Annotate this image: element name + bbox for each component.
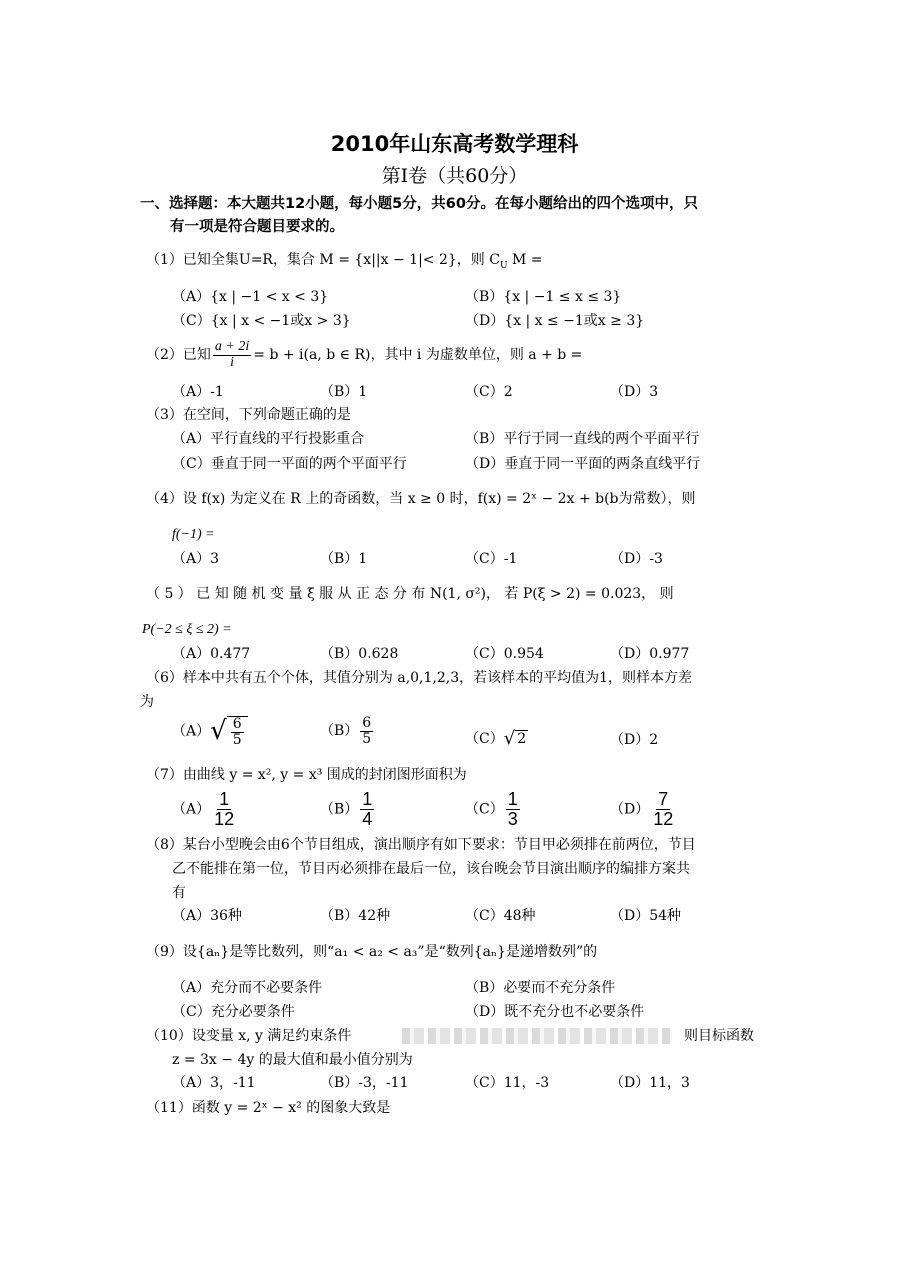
q2-pre: （2）已知 [146, 347, 211, 364]
q6-option-a [172, 716, 248, 747]
q9-option-b: （B）必要而不充分条件 [465, 980, 616, 996]
q7-a-label: （A） [172, 801, 211, 818]
q8-option-a: （A）36种 [172, 908, 242, 924]
q7-c-num: 1 [507, 789, 518, 809]
q6-c-label: （C） [465, 730, 504, 747]
q5-option-d: （D）0.977 [610, 646, 690, 662]
q4-option-d: （D）-3 [610, 551, 663, 567]
q1-stem [146, 252, 543, 272]
section-heading-line2: 有一项是符合题目要求的。 [170, 219, 344, 235]
q6-a-label: （A） [172, 723, 211, 740]
q7-d-num: 7 [658, 789, 669, 809]
q3-option-b: （B）平行于同一直线的两个平面平行 [465, 431, 700, 447]
q7-a-num: 1 [219, 789, 230, 809]
q2-option-b: （B）1 [320, 384, 368, 400]
q3-option-d: （D）垂直于同一平面的两条直线平行 [465, 456, 701, 472]
q7-b-label: （B） [320, 801, 359, 818]
q2-numerator: a + 2i [214, 339, 250, 354]
q6-b-fraction [360, 716, 373, 746]
q10-option-b: （B）-3，-11 [320, 1075, 409, 1091]
q10-tail: 则目标函数 [684, 1028, 754, 1044]
q7-c-fraction [506, 790, 520, 829]
q1-option-a: （A）{x | −1 < x < 3} [172, 289, 329, 305]
q6-c-sqrt [504, 728, 528, 750]
q7-a-fraction [212, 790, 236, 829]
q7-option-d [610, 790, 677, 829]
q6-c-val: 2 [517, 730, 527, 747]
q6-a-sqrt [210, 716, 248, 747]
q7-b-fraction [360, 790, 374, 829]
q8-line1: （8）某台小型晚会由6个节目组成，演出顺序有如下要求：节目甲必须排在前两位，节目 [146, 837, 696, 853]
q10-stem: （10）设变量 x, y 满足约束条件 [146, 1028, 352, 1044]
q6-stem: （6）样本中共有五个个体，其值分别为 a,0,1,2,3，若该样本的平均值为1，则样本方差 [146, 670, 693, 686]
q7-b-num: 1 [362, 789, 373, 809]
q2-option-d: （D）3 [610, 384, 659, 400]
q1-tail: M = [511, 252, 543, 268]
q1-option-d: （D）{x | x ≤ −1或x ≥ 3} [465, 313, 645, 329]
q7-stem: （7）由曲线 y = x², y = x³ 围成的封闭图形面积为 [146, 767, 467, 783]
q3-stem: （3）在空间，下列命题正确的是 [146, 407, 351, 423]
q4-option-b: （B）1 [320, 551, 368, 567]
q4-option-c: （C）-1 [465, 551, 518, 567]
q4-line2: f(−1) = [172, 527, 215, 542]
q11-stem: （11）函数 y = 2ˣ − x² 的图象大致是 [146, 1100, 391, 1116]
q6-a-num: 6 [232, 716, 242, 732]
q10-option-c: （C）11，-3 [465, 1075, 550, 1091]
q6-b-den: 5 [362, 730, 372, 747]
page-title: 2010年山东高考数学理科 [330, 132, 579, 156]
q5-line2: P(−2 ≤ ξ ≤ 2) = [142, 622, 232, 637]
q3-option-a: （A）平行直线的平行投影重合 [172, 431, 365, 447]
q7-option-c [465, 790, 522, 829]
q10-constraints-image [402, 1028, 672, 1045]
q7-c-den: 3 [507, 808, 518, 829]
q2-option-a: （A）-1 [172, 384, 224, 400]
q10-option-d: （D）11，3 [610, 1075, 690, 1091]
q7-d-fraction [651, 790, 675, 829]
q6-a-fraction [231, 717, 244, 747]
q2-post: = b + i(a, b ∈ R)，其中 i 为虚数单位，则 a + b = [253, 347, 583, 364]
q9-option-d: （D）既不充分也不必要条件 [465, 1004, 645, 1020]
q7-option-a [172, 790, 238, 829]
q4-option-a: （A）3 [172, 551, 220, 567]
section-heading-line1: 一、选择题：本大题共12小题，每小题5分，共60分。在每小题给出的四个选项中，只 [140, 196, 698, 212]
q1-option-b: （B）{x | −1 ≤ x ≤ 3} [465, 289, 622, 305]
q3-option-c: （C）垂直于同一平面的两个平面平行 [172, 456, 407, 472]
q9-option-c: （C）充分必要条件 [172, 1004, 295, 1020]
q6-option-c [465, 728, 528, 750]
q10-line2: z = 3x − 4y 的最大值和最小值分别为 [172, 1052, 413, 1068]
q5-option-a: （A）0.477 [172, 646, 251, 662]
q7-a-den: 12 [214, 808, 235, 829]
q6-a-den: 5 [232, 731, 242, 748]
q6-line2: 为 [140, 694, 154, 710]
q2-option-c: （C）2 [465, 384, 513, 400]
q5-stem: （ 5 ） 已 知 随 机 变 量 ξ 服 从 正 态 分 布 N(1, σ²)， 若 P(ξ > 2) = 0.023， 则 [146, 586, 674, 602]
q5-option-b: （B）0.628 [320, 646, 399, 662]
q7-option-b [320, 790, 376, 829]
q5-option-c: （C）0.954 [465, 646, 544, 662]
q9-option-a: （A）充分而不必要条件 [172, 980, 323, 996]
q1-option-c: （C）{x | x < −1或x > 3} [172, 313, 351, 329]
q7-d-label: （D） [610, 801, 650, 818]
radical-icon: √ [210, 716, 227, 747]
q7-b-den: 4 [362, 808, 373, 829]
q2-fraction [213, 340, 251, 370]
q8-line2: 乙不能排在第一位，节目丙必须排在最后一位，该台晚会节目演出顺序的编排方案共 [172, 861, 690, 877]
q6-option-b [320, 716, 375, 746]
q8-line3: 有 [172, 885, 186, 901]
q2-denominator: i [230, 354, 235, 370]
q8-option-c: （C）48种 [465, 908, 536, 924]
page-subtitle: 第Ⅰ卷（共60分） [381, 165, 528, 187]
q8-option-d: （D）54种 [610, 908, 682, 924]
q7-c-label: （C） [465, 801, 504, 818]
q4-stem: （4）设 f(x) 为定义在 R 上的奇函数，当 x ≥ 0 时，f(x) = 2ˣ − 2x + b(b为常数），则 [146, 491, 696, 507]
q1-sub: U [499, 260, 508, 271]
q6-b-num: 6 [362, 715, 372, 731]
radical-icon: √ [503, 728, 516, 749]
q7-d-den: 12 [653, 808, 674, 829]
q2-stem [146, 340, 582, 370]
q10-option-a: （A）3，-11 [172, 1075, 256, 1091]
q1-stem-text: （1）已知全集U=R，集合 M = {x||x − 1|< 2}，则 C [146, 252, 500, 268]
q8-option-b: （B）42种 [320, 908, 391, 924]
q9-stem: （9）设{aₙ}是等比数列，则“a₁ < a₂ < a₃”是“数列{aₙ}是递增数列”的 [146, 944, 598, 960]
q6-option-d: （D）2 [610, 732, 659, 748]
q6-b-label: （B） [320, 723, 359, 740]
